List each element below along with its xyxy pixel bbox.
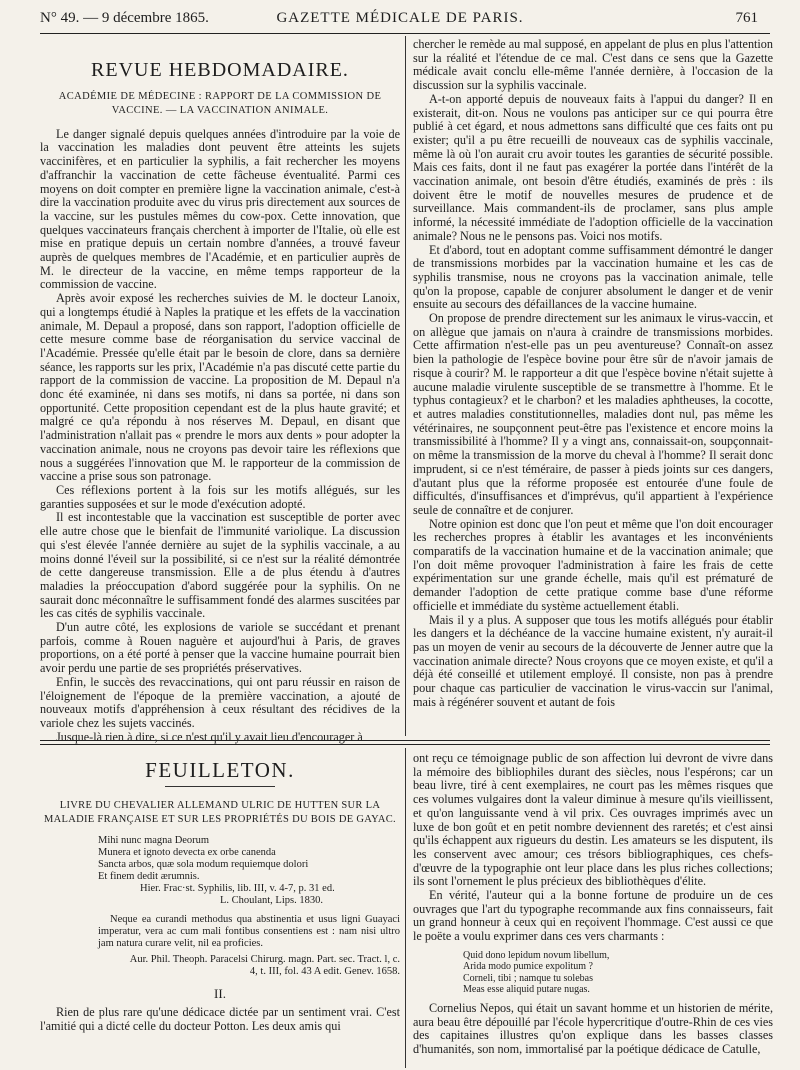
feuilleton-paragraph: Cornelius Nepos, qui était un savant homme et un historien de mérite, aura beau être dépouillé par l'école hypercritique d'outre-Rhin de ces vies des capitaines illustres qu'on explique dans les basses classes d'humanités, son nom, immortalisé par la poétique dédicace de Catulle, <box>413 1000 773 1056</box>
revue-paragraph: Ces réflexions portent à la fois sur les motifs allégués, sur les garanties supposées et sur le mode d'exécution adopté. <box>40 482 400 511</box>
revue-paragraph: Jusque-là rien à dire, si ce n'est qu'il y avait lieu d'encourager à <box>56 729 363 744</box>
revue-paragraph: A-t-on apporté depuis de nouveaux faits à l'appui du danger? Il en existerait, dit-on. Nous ne voulons pas anticiper sur ce qui pourra être publié à cet égard, et nous admettons sans difficulté que ces faits ont pu exister; qu'il a pu être recueilli de nouveaux cas de syphilis vaccinale, même là où l'on aurait cru avoir toutes les garanties de sécurité possible. Mais ces faits, dont il ne faut pas exagérer la portée dans l'intérêt de la vaccination animale, ont besoin d'être étudiés, examinés de près : ils doivent être le motif de nouvelles mesures de prudence et de surveillance. Mais commandent-ils de proclamer, sans plus ample informé, la nécessité immédiate de l'adoption officielle de la vaccination animale? Nous ne le pensons pas. Voici nos motifs. <box>413 91 773 243</box>
journal-title: GAZETTE MÉDICALE DE PARIS. <box>276 10 524 26</box>
feuilleton-right-column <box>413 752 773 1057</box>
revue-paragraph: Le danger signalé depuis quelques années d'introduire par la voie de la vaccination les maladies dont peuvent être atteints les sujets vaccinifères, et en particulier la syphilis, a fait rechercher les moyens d'affranchir la vaccination de cette fâcheuse éventualité. Parmi ces moyens on doit compter en première ligne la vaccination animale, c'est-à dire la vaccination produite avec du virus pris directement aux sources de la vaccine, sur les pustules mêmes du cow-pox. Cette innovation, que quelques vaccinateurs français cherchent à importer de l'Italie, où elle est mise en pratique depuis un certain nombre d'années, a trouvé faveur auprès de quelques membres de l'Académie, et en particulier auprès de M. le directeur de la vaccine, en même temps rapporteur de la commission de vaccine. <box>40 126 400 292</box>
epigraph-line: Munera et ignoto devecta ex orbe canenda <box>98 846 276 858</box>
verse <box>463 950 773 996</box>
revue-paragraph: Et d'abord, tout en adoptant comme suffisamment démontré le danger de transmissions morbides par la vaccination humaine et les cas de syphilis transmise, nous ne croyons pas la vaccination animale, telle qu'on la propose, capable de conjurer absolument le danger et de venir ensuite au secours des défaillances de la vaccine humaine. <box>413 242 773 312</box>
feuilleton-left-column <box>40 752 400 1034</box>
revue-title: REVUE HEBDOMADAIRE. <box>91 59 349 81</box>
revue-paragraph: D'un autre côté, les explosions de variole se succédant et prenant parfois, comme à Rouen naguère et aujourd'hui à Paris, de graves proportions, on a été porté à penser que la vaccine humaine pourrait bien avoir perdu une partie de ses propriétés préservatives. <box>40 620 400 676</box>
verse-line: Meas esse aliquid putare nugas. <box>463 984 590 996</box>
issue-date: N° 49. — 9 décembre 1865. <box>40 10 209 26</box>
epigraph-reference: L. Choulant, Lips. 1830. <box>220 895 323 907</box>
feuilleton-paragraph: ont reçu ce témoignage public de son affection lui devront de vivre dans la mémoire des bibliophiles durant des siècles, nous l'espérons; car un beau livre, tiré à cent exemplaires, ne court pas les mêmes risques que ces volumes vulgaires dont la valeur diminue à mesure qu'ils vieillissent, et qu'on languissante vend à vil prix. Ces ouvrages imprimés avec un luxe de bon goût et en petit nombre deviennent des raretés; et c'est ainsi qu'ils échappent aux rigueurs du destin. Les amateurs se les disputent, ils les conservent avec amour; ces trésors bibliographiques, ces chefs-d'œuvre de la typographie ont leur place dans les plus riches collections; ils sont l'ornement le plus précieux des bibliothèques d'élite. <box>413 751 773 889</box>
revue-paragraph: On propose de prendre directement sur les animaux le virus-vaccin, et on allègue que jamais on n'aura à craindre de transmissions morbides. Cette affirmation n'est-elle pas un peu aventureuse? Connaît-on assez bien la pathologie de l'espèce bovine pour être sûr de n'avoir jamais de risque à courir? M. le rapporteur a dit que l'espèce bovine n'était sujette à aucune maladie virulente susceptible de se transmettre à l'homme. Et le typhus contagieux? et le charbon? et les maladies aphtheuses, la cocotte, et autres maladies constitutionnelles, maladies dont nul, pas même les vétérinaires, ne soupçonnent peut-être pas l'existence et encore moins la transmissibilité à l'homme? Il y a vingt ans, connaissait-on, soupçonnait-on même la transmission de la morve du cheval à l'homme? Il serait donc imprudent, si ce n'est téméraire, de passer à pieds joints sur ces dangers, d'autant plus que la réforme proposée est entourée d'une foule de difficultés, d'insuffisances et d'imprévus, qu'il appartient à l'expérience seule de connaître et de conjurer. <box>413 311 773 517</box>
section-rule <box>40 740 770 741</box>
epigraph-reference: Hier. Frac·st. Syphilis, lib. III, v. 4-7, p. 31 ed. <box>140 882 335 894</box>
epigraph-line: Mihi nunc magna Deorum <box>98 834 210 846</box>
revue-paragraph: Il est incontestable que la vaccination est susceptible de porter avec elle autre chose que le bienfait de l'immunité variolique. La discussion qui s'est élevée l'année dernière au sujet de la syphilis vaccinale, a au moins donné l'éveil sur la possibilité, si ce n'est sur la réalité démontrée de cette dangereuse transmission. Elle a de plus étendu à d'autres maladies la préoccupation d'abord suggérée pour la syphilis. On ne saurait donc méconnaître le suffisamment fondé des alarmes suscitées par les cas cités de syphilis vaccinale. <box>40 510 400 621</box>
revue-paragraph: Après avoir exposé les recherches suivies de M. le docteur Lanoix, qui a longtemps étudié à Naples la pratique et les effets de la vaccination animale, M. Depaul a proposé, dans son rapport, l'adoption officielle de cette mesure comme base de réorganisation du service vaccinal de l'Académie. Pressée qu'elle était par le besoin de clore, dans sa dernière séance, les rapports sur les prix, l'Académie n'a pas discuté cette partie du rapport de la commission de vaccine. La proposition de M. Depaul n'a donc été examinée, ni dans ses motifs, ni dans sa portée, ni dans son opportunité. Cette proposition cependant est de la plus haute gravité; et malgré ce qu'a répondu à nos réserves M. Depaul, en disant que l'administration n'allait pas « prendre le mors aux dents » pour adopter la vaccination animale, nous ne croyons pas devoir taire les réflexions que nous a suggérées l'innovation que M. le rapporteur de la commission de vaccine a prise sous son patronage. <box>40 291 400 484</box>
revue-right-column <box>413 38 773 709</box>
revue-paragraph: chercher le remède au mal supposé, en appelant de plus en plus l'attention sur la réalité et l'étendue de ce mal. C'est dans ce sens que la Gazette médicale avait conclu elle-même l'année dernière, à l'occasion de la discussion sur la syphilis vaccinale. <box>413 37 773 93</box>
page-number: 761 <box>735 10 758 26</box>
revue-paragraph: Enfin, le succès des revaccinations, qui ont paru réussir en raison de l'éloignement de l'époque de la première vaccination, a ajouté de nouveaux motifs d'appréhension à ceux résultant des récidives de la variole chez les sujets vaccinés. <box>40 674 400 730</box>
chapter-number: II. <box>214 985 226 1001</box>
verse-line: Corneli, tibi ; namque tu solebas <box>463 972 593 984</box>
feuilleton-paragraph: En vérité, l'auteur qui a la bonne fortune de produire un de ces ouvrages que l'art du typographe recommande aux fins connaisseurs, fait un grand honneur à ceux qui en reçoivent l'hommage. C'est aussi ce que le poëte a voulu exprimer dans ces vers charmants : <box>413 888 773 944</box>
title-rule <box>165 786 275 787</box>
epigraph <box>98 835 400 883</box>
epigraph-reference: Aur. Phil. Theoph. Paracelsi Chirurg. magn. Part. sec. Tract. l, c. 4, t. III, fol. 43 A edit. Genev. 1658. <box>129 953 400 978</box>
section-rule <box>40 744 770 745</box>
verse-line: Quid dono lepidum novum libellum, <box>463 949 610 961</box>
header-rule <box>40 33 770 34</box>
column-divider-bottom <box>405 748 406 1068</box>
epigraph-line: Et finem dedit ærumnis. <box>98 870 200 882</box>
epigraph-prose: Neque ea curandi methodus qua abstinentia et usus ligni Guayaci imperatur, vera ac cum mali fontibus consentiens est : nam nisi ultro jam natura curare velit, nil ea proficies. <box>98 913 400 949</box>
epigraph-line: Sancta arbos, quæ sola modum requiemque dolori <box>98 858 309 870</box>
revue-left-column <box>40 52 400 744</box>
feuilleton-paragraph: Rien de plus rare qu'une dédicace dictée par un sentiment vrai. C'est l'amitié qui a dicté celle du docteur Potton. Les deux amis qui <box>40 1005 400 1034</box>
verse-line: Arida modo pumice expolitum ? <box>463 961 593 973</box>
column-divider-top <box>405 36 406 736</box>
revue-section-heading: ACADÉMIE DE MÉDECINE : RAPPORT DE LA COMMISSION DE VACCINE. — LA VACCINATION ANIMALE. <box>58 90 382 116</box>
revue-paragraph: Mais il y a plus. A supposer que tous les motifs allégués pour établir les dangers et la déchéance de la vaccine humaine existent, n'y aurait-il pas un moyen de venir au secours de la découverte de Jenner autre que la vaccination animale directe? Nous croyons que ce moyen existe, et qu'il a déjà été conseillé et utilement employé. Il consiste, non pas à prendre pour chaque cas particulier de vaccination le virus-vaccin sur l'animal, mais à régénérer souvent et autant de fois <box>413 612 773 709</box>
revue-paragraph: Notre opinion est donc que l'on peut et même que l'on doit encourager les recherches propres à établir les avantages et les inconvénients comparatifs de la vaccination humaine et de la vaccination animale; que l'on doit même provoquer l'administration à faire les frais de cette expérimentation sur une grande échelle, mais qu'il est prématuré de demander l'adoption de cette pratique comme base d'une réforme officielle et immédiate du système actuellement établi. <box>413 516 773 613</box>
page-header <box>0 0 800 34</box>
feuilleton-title: FEUILLETON. <box>145 758 295 782</box>
feuilleton-subtitle: LIVRE DU CHEVALIER ALLEMAND ULRIC DE HUTTEN SUR LA MALADIE FRANÇAISE ET SUR LES PROPRIÉTÉS DU BOIS DE GAYAC. <box>44 799 396 825</box>
